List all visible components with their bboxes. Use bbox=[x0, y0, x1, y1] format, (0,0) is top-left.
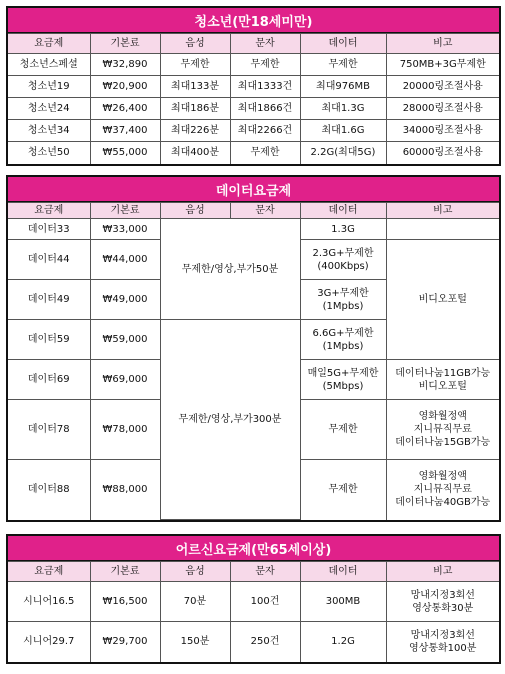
plan-name: 데이터88 bbox=[8, 460, 90, 520]
header-fee: 기본료 bbox=[90, 203, 160, 219]
header-fee: 기본료 bbox=[90, 562, 160, 582]
plan-fee: ₩78,000 bbox=[90, 400, 160, 460]
header-fee: 기본료 bbox=[90, 34, 160, 54]
plan-voice: 무제한 bbox=[160, 54, 230, 76]
youth-plan-section bbox=[6, 6, 501, 166]
plan-name: 데이터44 bbox=[8, 240, 90, 280]
plan-name: 청소년19 bbox=[8, 76, 90, 98]
header-plan: 요금제 bbox=[8, 34, 90, 54]
plan-sms: 무제한 bbox=[230, 54, 300, 76]
table-header-row bbox=[8, 562, 499, 582]
senior-plan-section bbox=[6, 534, 501, 664]
plan-voice: 70분 bbox=[160, 582, 230, 622]
voice-sms-group-2: 무제한/영상,부가300분 bbox=[160, 320, 300, 520]
table-header-row bbox=[8, 34, 499, 54]
plan-note: 망내지정3회선 영상통화100분 bbox=[386, 622, 499, 662]
plan-note: 망내지정3회선 영상통화30분 bbox=[386, 582, 499, 622]
plan-fee: ₩16,500 bbox=[90, 582, 160, 622]
header-sms: 문자 bbox=[230, 34, 300, 54]
table-row bbox=[8, 142, 499, 164]
plan-voice: 최대186분 bbox=[160, 98, 230, 120]
plan-name: 데이터59 bbox=[8, 320, 90, 360]
data-plan-section bbox=[6, 175, 501, 522]
plan-name: 청소년50 bbox=[8, 142, 90, 164]
header-data: 데이터 bbox=[300, 34, 386, 54]
plan-name: 청소년34 bbox=[8, 120, 90, 142]
plan-name: 청소년24 bbox=[8, 98, 90, 120]
plan-voice: 150분 bbox=[160, 622, 230, 662]
plan-name: 데이터69 bbox=[8, 360, 90, 400]
plan-name: 데이터49 bbox=[8, 280, 90, 320]
voice-sms-group-1: 무제한/영상,부가50분 bbox=[160, 219, 300, 320]
plan-fee: ₩59,000 bbox=[90, 320, 160, 360]
senior-plan-table bbox=[8, 561, 499, 662]
plan-data: 최대976MB bbox=[300, 76, 386, 98]
data-plan-title: 데이터요금제 bbox=[8, 177, 499, 202]
youth-plan-table bbox=[8, 33, 499, 164]
table-row bbox=[8, 622, 499, 662]
table-row bbox=[8, 54, 499, 76]
plan-data: 매일5G+무제한 (5Mbps) bbox=[300, 360, 386, 400]
plan-data: 1.3G bbox=[300, 219, 386, 240]
plan-name: 시니어16.5 bbox=[8, 582, 90, 622]
plan-sms: 최대1333건 bbox=[230, 76, 300, 98]
plan-voice: 최대133분 bbox=[160, 76, 230, 98]
plan-note: 영화월정액 지니뮤직무료 데이터나눔15GB가능 bbox=[386, 400, 499, 460]
plan-fee: ₩26,400 bbox=[90, 98, 160, 120]
table-row bbox=[8, 120, 499, 142]
plan-name: 데이터78 bbox=[8, 400, 90, 460]
table-row bbox=[8, 582, 499, 622]
plan-fee: ₩49,000 bbox=[90, 280, 160, 320]
header-plan: 요금제 bbox=[8, 203, 90, 219]
plan-fee: ₩33,000 bbox=[90, 219, 160, 240]
plan-note bbox=[386, 219, 499, 240]
note-group-video-portal: 비디오포털 bbox=[386, 240, 499, 360]
plan-note: 영화월정액 지니뮤직무료 데이터나눔40GB가능 bbox=[386, 460, 499, 520]
plan-name: 시니어29.7 bbox=[8, 622, 90, 662]
plan-fee: ₩69,000 bbox=[90, 360, 160, 400]
plan-note: 60000링조절사용 bbox=[386, 142, 499, 164]
plan-fee: ₩88,000 bbox=[90, 460, 160, 520]
plan-name: 데이터33 bbox=[8, 219, 90, 240]
header-data: 데이터 bbox=[300, 203, 386, 219]
plan-data: 300MB bbox=[300, 582, 386, 622]
senior-plan-title: 어르신요금제(만65세이상) bbox=[8, 536, 499, 561]
plan-note: 데이터나눔11GB가능 비디오포털 bbox=[386, 360, 499, 400]
plan-fee: ₩44,000 bbox=[90, 240, 160, 280]
plan-voice: 최대226분 bbox=[160, 120, 230, 142]
plan-fee: ₩29,700 bbox=[90, 622, 160, 662]
plan-data: 1.2G bbox=[300, 622, 386, 662]
header-voice: 음성 bbox=[160, 203, 230, 219]
plan-note: 34000링조절사용 bbox=[386, 120, 499, 142]
header-sms: 문자 bbox=[230, 203, 300, 219]
header-note: 비고 bbox=[386, 562, 499, 582]
table-row bbox=[8, 76, 499, 98]
plan-data: 2.3G+무제한 (400Kbps) bbox=[300, 240, 386, 280]
plan-data: 최대1.3G bbox=[300, 98, 386, 120]
plan-note: 20000링조절사용 bbox=[386, 76, 499, 98]
table-header-row bbox=[8, 203, 499, 219]
header-data: 데이터 bbox=[300, 562, 386, 582]
plan-voice: 최대400분 bbox=[160, 142, 230, 164]
header-sms: 문자 bbox=[230, 562, 300, 582]
plan-sms: 최대1866건 bbox=[230, 98, 300, 120]
plan-fee: ₩32,890 bbox=[90, 54, 160, 76]
table-row bbox=[8, 219, 499, 240]
plan-fee: ₩20,900 bbox=[90, 76, 160, 98]
table-row bbox=[8, 98, 499, 120]
header-voice: 음성 bbox=[160, 34, 230, 54]
header-voice: 음성 bbox=[160, 562, 230, 582]
header-note: 비고 bbox=[386, 34, 499, 54]
plan-data: 무제한 bbox=[300, 54, 386, 76]
plan-data: 2.2G(최대5G) bbox=[300, 142, 386, 164]
plan-data: 무제한 bbox=[300, 400, 386, 460]
header-note: 비고 bbox=[386, 203, 499, 219]
plan-data: 6.6G+무제한 (1Mpbs) bbox=[300, 320, 386, 360]
plan-data: 최대1.6G bbox=[300, 120, 386, 142]
youth-plan-title: 청소년(만18세미만) bbox=[8, 8, 499, 33]
plan-sms: 최대2266건 bbox=[230, 120, 300, 142]
plan-note: 28000링조절사용 bbox=[386, 98, 499, 120]
data-plan-table bbox=[8, 202, 499, 520]
plan-data: 3G+무제한 (1Mpbs) bbox=[300, 280, 386, 320]
plan-name: 청소년스페셜 bbox=[8, 54, 90, 76]
plan-fee: ₩55,000 bbox=[90, 142, 160, 164]
plan-data: 무제한 bbox=[300, 460, 386, 520]
plan-note: 750MB+3G무제한 bbox=[386, 54, 499, 76]
plan-sms: 100건 bbox=[230, 582, 300, 622]
header-plan: 요금제 bbox=[8, 562, 90, 582]
plan-fee: ₩37,400 bbox=[90, 120, 160, 142]
plan-sms: 무제한 bbox=[230, 142, 300, 164]
plan-sms: 250건 bbox=[230, 622, 300, 662]
